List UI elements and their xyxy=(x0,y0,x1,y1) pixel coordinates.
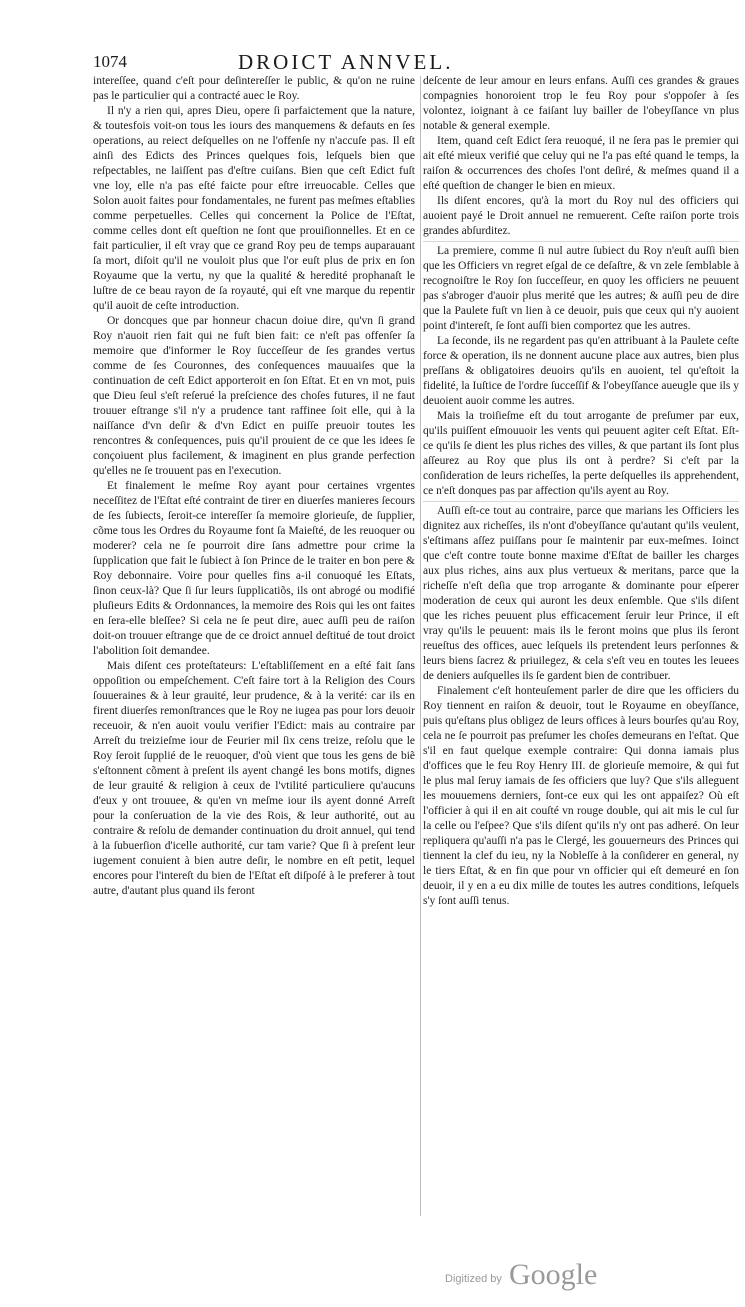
running-title: DROICT ANNVEL. xyxy=(238,50,454,74)
paragraph: Finalement c'eſt honteuſement parler de dire que les officiers du Roy tiennent en raiſon & deuoir, tout le Royaume en obeyſſance, puis qu'eſtans plus obligez de leurs offices à leurs bourſes qu'au Roy, cela ne ſe pourroit pas preſumer les choſes demeurans en l'eſtat. Que s'il en faut quelque exemple contraire: Qui donna iamais plus d'offices que le feu Roy Henry III. de glorieuſe memoire, & qui fut le plus mal ſeruy iamais de ſes officiers que luy? Que s'ils alleguent les mouuemens derniers, ſont-ce eux qui les ont appaiſez? Où eſt l'officier à qui il en ait couſté vn rouge double, qui ait mis le cul ſur la celle ou l'eſpee? Que s'ils diſent qu'ils n'y ont pas adheré. On leur repliquera qu'auſſi n'a pas le Clergé, les gouuerneurs des Princes qui tiennent la clef du ieu, ny la Nobleſſe à la conſiderer en general, ny le tiers Eſtat, & en fin que pour vn officier qui eſt demeuré en ſon deuoir, il y en a eu dix mille de toutes les autres conditions, leſquels s'y ſont auſſi tenus. xyxy=(423,685,739,907)
paragraph-rule xyxy=(423,501,739,502)
google-logo: Google xyxy=(509,1258,598,1291)
column-divider xyxy=(420,76,421,1216)
paragraph: Il n'y a rien qui, apres Dieu, opere ſi parfaictement que la nature, & toutesfois voit-on tous les iours des manquemens & defauts en ſes operations, au reiect deſquelles on ne l'offenſe ny n'accuſe pas. Il eſt ainſi des Edicts des Princes quelques fois, leſquels bien que reſpectables, ne laiſſent pas d'eſtre cuiſans. Bien que ceſt Edict fuſt vne loy, elle n'a pas eſté faicte pour eſtre irreuocable. Celles que Solon auoit faites pour fondamentales, ne furent pas meſmes eſtablies comme perpetuelles. Celles qui concernent la Police de l'Eſtat, comme celles dont eſt queſtion ne ſont que prouiſionnelles. Et en ce fait particulier, il eſt vray que ce grand Roy peu de temps auparauant ſa mort, diſoit qu'il ne vouloit plus que l'or euſt plus de prix en ſon Royaume que la vertu, ny que la qualité & heredité prophanaſt le luſtre de ce beau rayon de ſa royauté, qui eſt vne marque du repentir qu'il auoit de ceſte introduction. xyxy=(93,105,415,312)
page-number: 1074 xyxy=(93,52,127,71)
right-column xyxy=(423,74,739,909)
paragraph: Ils diſent encores, qu'à la mort du Roy nul des officiers qui auoient payé le Droit annuel ne remuerent. Ceſte raiſon porte trois grandes abſurditez. xyxy=(423,195,739,237)
paragraph: intereſſee, quand c'eſt pour deſintereſſer le public, & qu'on ne ruine pas le particulier qui a contracté auec le Roy. xyxy=(93,75,415,102)
paragraph: Auſſi eſt-ce tout au contraire, parce que marians les Officiers les dignitez aux richeſſes, ils n'ont d'obeyſſance qu'autant qu'ils veulent, s'eſtimans aſſez puiſſans pour ſe maintenir par eux-meſmes. Ioinct que c'eſt contre toute bonne maxime d'Eſtat de bailler les charges aux plus riches, ains aux plus vertueux & meritans, parce que la richeſſe n'eſt deſia que trop arrogante & dominante pour eſperer moderation de ceux qui auront les deux enſemble. Que s'ils diſent que les riches peuuent plus efficacement ſeruir leur Prince, il eſt vray qu'ils le peuuent: mais ils le feront moins que plus ils ſeront reueſtus des offices, auec leſquels ils pretendent leurs perſonnes & leurs biens ſacrez & priuilegez, & cela s'eſt veu en toutes les leuees de deniers auſquelles ils ſe gardent bien de contribuer. xyxy=(423,505,739,682)
paragraph: Et finalement le meſme Roy ayant pour certaines vrgentes neceſſitez de l'Eſtat eſté contraint de tirer en diuerſes manieres ſecours de ſes ſubiects, ſeroit-ce intereſſer ſa memoire glorieuſe, de ſupplier, cõme tous les Ordres du Royaume font ſa Maieſté, de les reuoquer ou moderer? cela ne ſe pourroit dire ſans admettre pour crime la ſupplication que fait le ſubiect à ſon Prince de le traiter en bon pere & Roy debonnaire. Voire pour quelles fins a-il conuoqué les Eſtats, ſinon ceux-là? Que ſi ſur leurs ſupplicatiõs, ils ont abrogé ou modifié pluſieurs Edits & Ordonnances, la memoire des Rois qui les ont faites en ſera-elle bleſſee? Si cela ne ſe peut dire, auec auſſi peu de raiſon doit-on trouuer eſtrange que de ce droict annuel deſtitué de tout droict l'abolition ſoit demandee. xyxy=(93,480,415,657)
paragraph: Mais diſent ces proteſtateurs: L'eſtabliſſement en a eſté fait ſans oppoſition ou empeſchement. C'eſt faire tort à la Religion des Cours ſouueraines & à leur grauité, leur prudence, & à la verité: car ils en firent diuerſes remonſtrances que le Roy ne iugea pas pour lors deuoir receuoir, & n'en auoit voulu verifier l'Edict: mais au contraire par Arreſt du treizieſme iour de Feurier mil ſix cens treize, reſolu que le Roy ſeroit ſupplié de le reuoquer, d'où vient que tous les gens de biẽ s'eſtonnent cõment à preſent ils ayent changé les bons motifs, dignes de leur grauité & religion à ceux de l'vtilité particuliere qu'aucuns d'eux y ont trouuee, & qu'en vn meſme iour ils ayent donné Arreſt pour la conſeruation de la vie des Rois, & leur authorité, out au contraire & reſolu de demander continuation du droit annuel, qui tend à la ſubuerſion d'icelle authorité, cur tam varie? Que ſi à preſent leur iugement conuient à bien autre deſir, le nombre en eſt petit, lequel encores pour l'intereſt du bien de l'Eſtat eſt diſpoſé à le preferer à tout autre, d'autant plus quand ils feront xyxy=(93,660,415,897)
page-header xyxy=(93,50,733,74)
paragraph: Mais la troiſieſme eſt du tout arrogante de preſumer par eux, qu'ils puiſſent eſmouuoir les vents qui peuuent agiter ceſt Eſtat. Eſt-ce qu'ils ſe dient les plus riches des villes, & que partant ils ſont plus aſſeurez au Roy que plus ils ont à perdre? Si c'eſt par la conſideration de leurs richeſſes, la perte deſquelles ils apprehendent, ce n'eſt donques pas par affection qu'ils ayent au Roy. xyxy=(423,410,739,497)
digitized-watermark xyxy=(445,1258,625,1294)
paragraph-rule xyxy=(423,241,739,242)
paragraph: deſcente de leur amour en leurs enfans. Auſſi ces grandes & graues compagnies honoroient trop le feu Roy pour s'oppoſer à ſes volontez, ioignant à ce faiſant luy bailler de l'obeyſſance vn plus notable & general exemple. xyxy=(423,75,739,132)
paragraph: Item, quand ceſt Edict ſera reuoqué, il ne ſera pas le premier qui ait eſté mieux verifié que celuy qui ne l'a pas eſté quand le temps, la raiſon & occurrences des choſes l'ont deſiré, & meſmes quand il a eſté queſtion de changer le bien en mieux. xyxy=(423,135,739,192)
watermark-label: Digitized by xyxy=(445,1273,502,1285)
paragraph: La ſeconde, ils ne regardent pas qu'en attribuant à la Paulete ceſte force & operation, ils ne donnent aucune place aux autres, bien plus preſſans & obligatoires deuoirs qu'ils en auoient, tel qu'eſtoit la fidelité, la Iuſtice de l'ordre ſucceſſif & l'obeyſſance aueugle que ils y deuoient auoir comme les autres. xyxy=(423,335,739,407)
paragraph: Or doncques que par honneur chacun doiue dire, qu'vn ſi grand Roy n'auoit rien fait qui ne fuſt bien fait: ce n'eſt pas offenſer ſa memoire que d'informer le Roy ſucceſſeur de ſes grandes vertus comme de ſes Couronnes, des conſequences mauuaiſes que la continuation de ceſt Edict apporteroit en ſon Eſtat. Et en vn mot, puis que Dieu ſeul s'eſt reſerué la preſcience des choſes futures, il ne faut trouuer eſtrange s'il n'y a prudence tant raffinee ſoit elle, qui à la naiſſance d'vn deſir & d'vn Edict en puiſſe preuoir toutes les rencontres & conſequences, puis qu'il prouient de ce que les idees ſe conçoiuent plus facilement, & imaginent en plus grande perfection qu'elles ne ſe trouuent pas en l'execution. xyxy=(93,315,415,477)
left-column xyxy=(93,74,415,899)
paragraph: La premiere, comme ſi nul autre ſubiect du Roy n'euſt auſſi bien que les Officiers vn regret eſgal de ce deſaſtre, & vn zele ſemblable à recognoiſtre le Roy ſon ſucceſſeur, en quoy les officiers ne peuuent pas s'abroger d'auoir plus merité que les autres; & auſſi peu de dire que la Paulete fuſt vn lien à ce deuoir, puis que ceux qui n'y auoient point d'intereſt, ſe ſont auſſi bien comportez que les autres. xyxy=(423,245,739,332)
